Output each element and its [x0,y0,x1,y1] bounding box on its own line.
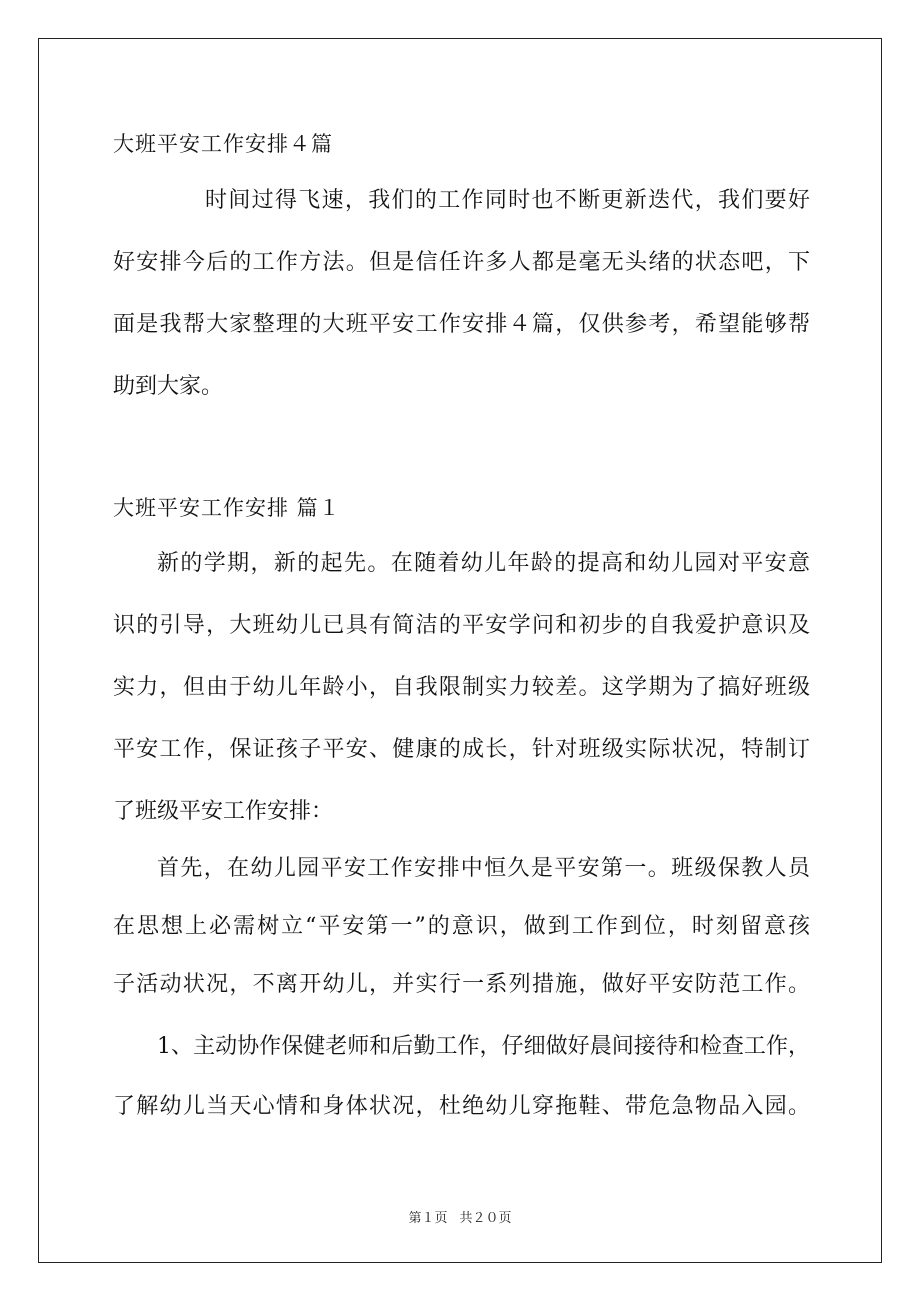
paragraph3-line-1: 1、主动协作保健老师和后勤工作，仔细做好晨间接待和检查工作， [157,1034,810,1059]
intro-line-3: 面是我帮大家整理的大班平安工作安排４篇，仅供参考，希望能够帮 [113,312,810,337]
page-number: 第１页 [408,1211,448,1226]
page-total: 共２０页 [459,1211,512,1226]
paragraph1-line-5: 了班级平安工作安排： [113,799,334,824]
paragraph1-line-1: 新的学期，新的起先。在随着幼儿年龄的提高和幼儿园对平安意 [157,551,810,576]
intro-line-4: 助到大家。 [113,374,224,399]
paragraph2-line-2: 在思想上必需树立“平安第一”的意识，做到工作到位，时刻留意孩 [113,914,810,939]
paragraph1-line-2: 识的引导，大班幼儿已具有简洁的平安学问和初步的自我爱护意识及 [113,613,810,638]
intro-line-2: 好安排今后的工作方法。但是信任许多人都是毫无头绪的状态吧，下 [113,250,810,275]
paragraph2-line-1: 首先，在幼儿园平安工作安排中恒久是平安第一。班级保教人员 [157,856,810,881]
paragraph1-line-3: 实力，但由于幼儿年龄小，自我限制实力较差。这学期为了搞好班级 [113,675,810,700]
paragraph2-line-3: 子活动状况，不离开幼儿，并实行一系列措施，做好平安防范工作。 [113,972,810,997]
paragraph3-line-2: 了解幼儿当天心情和身体状况，杜绝幼儿穿拖鞋、带危急物品入园。 [113,1094,810,1119]
intro-line-1: 时间过得飞速，我们的工作同时也不断更新迭代，我们要好 [205,188,810,213]
section-title: 大班平安工作安排 篇１ [113,496,341,520]
paragraph1-line-4: 平安工作，保证孩子平安、健康的成长，针对班级实际状况，特制订 [113,737,810,762]
page-footer [0,1207,920,1226]
page-border [38,38,882,1263]
document-title: 大班平安工作安排４篇 [113,132,333,156]
